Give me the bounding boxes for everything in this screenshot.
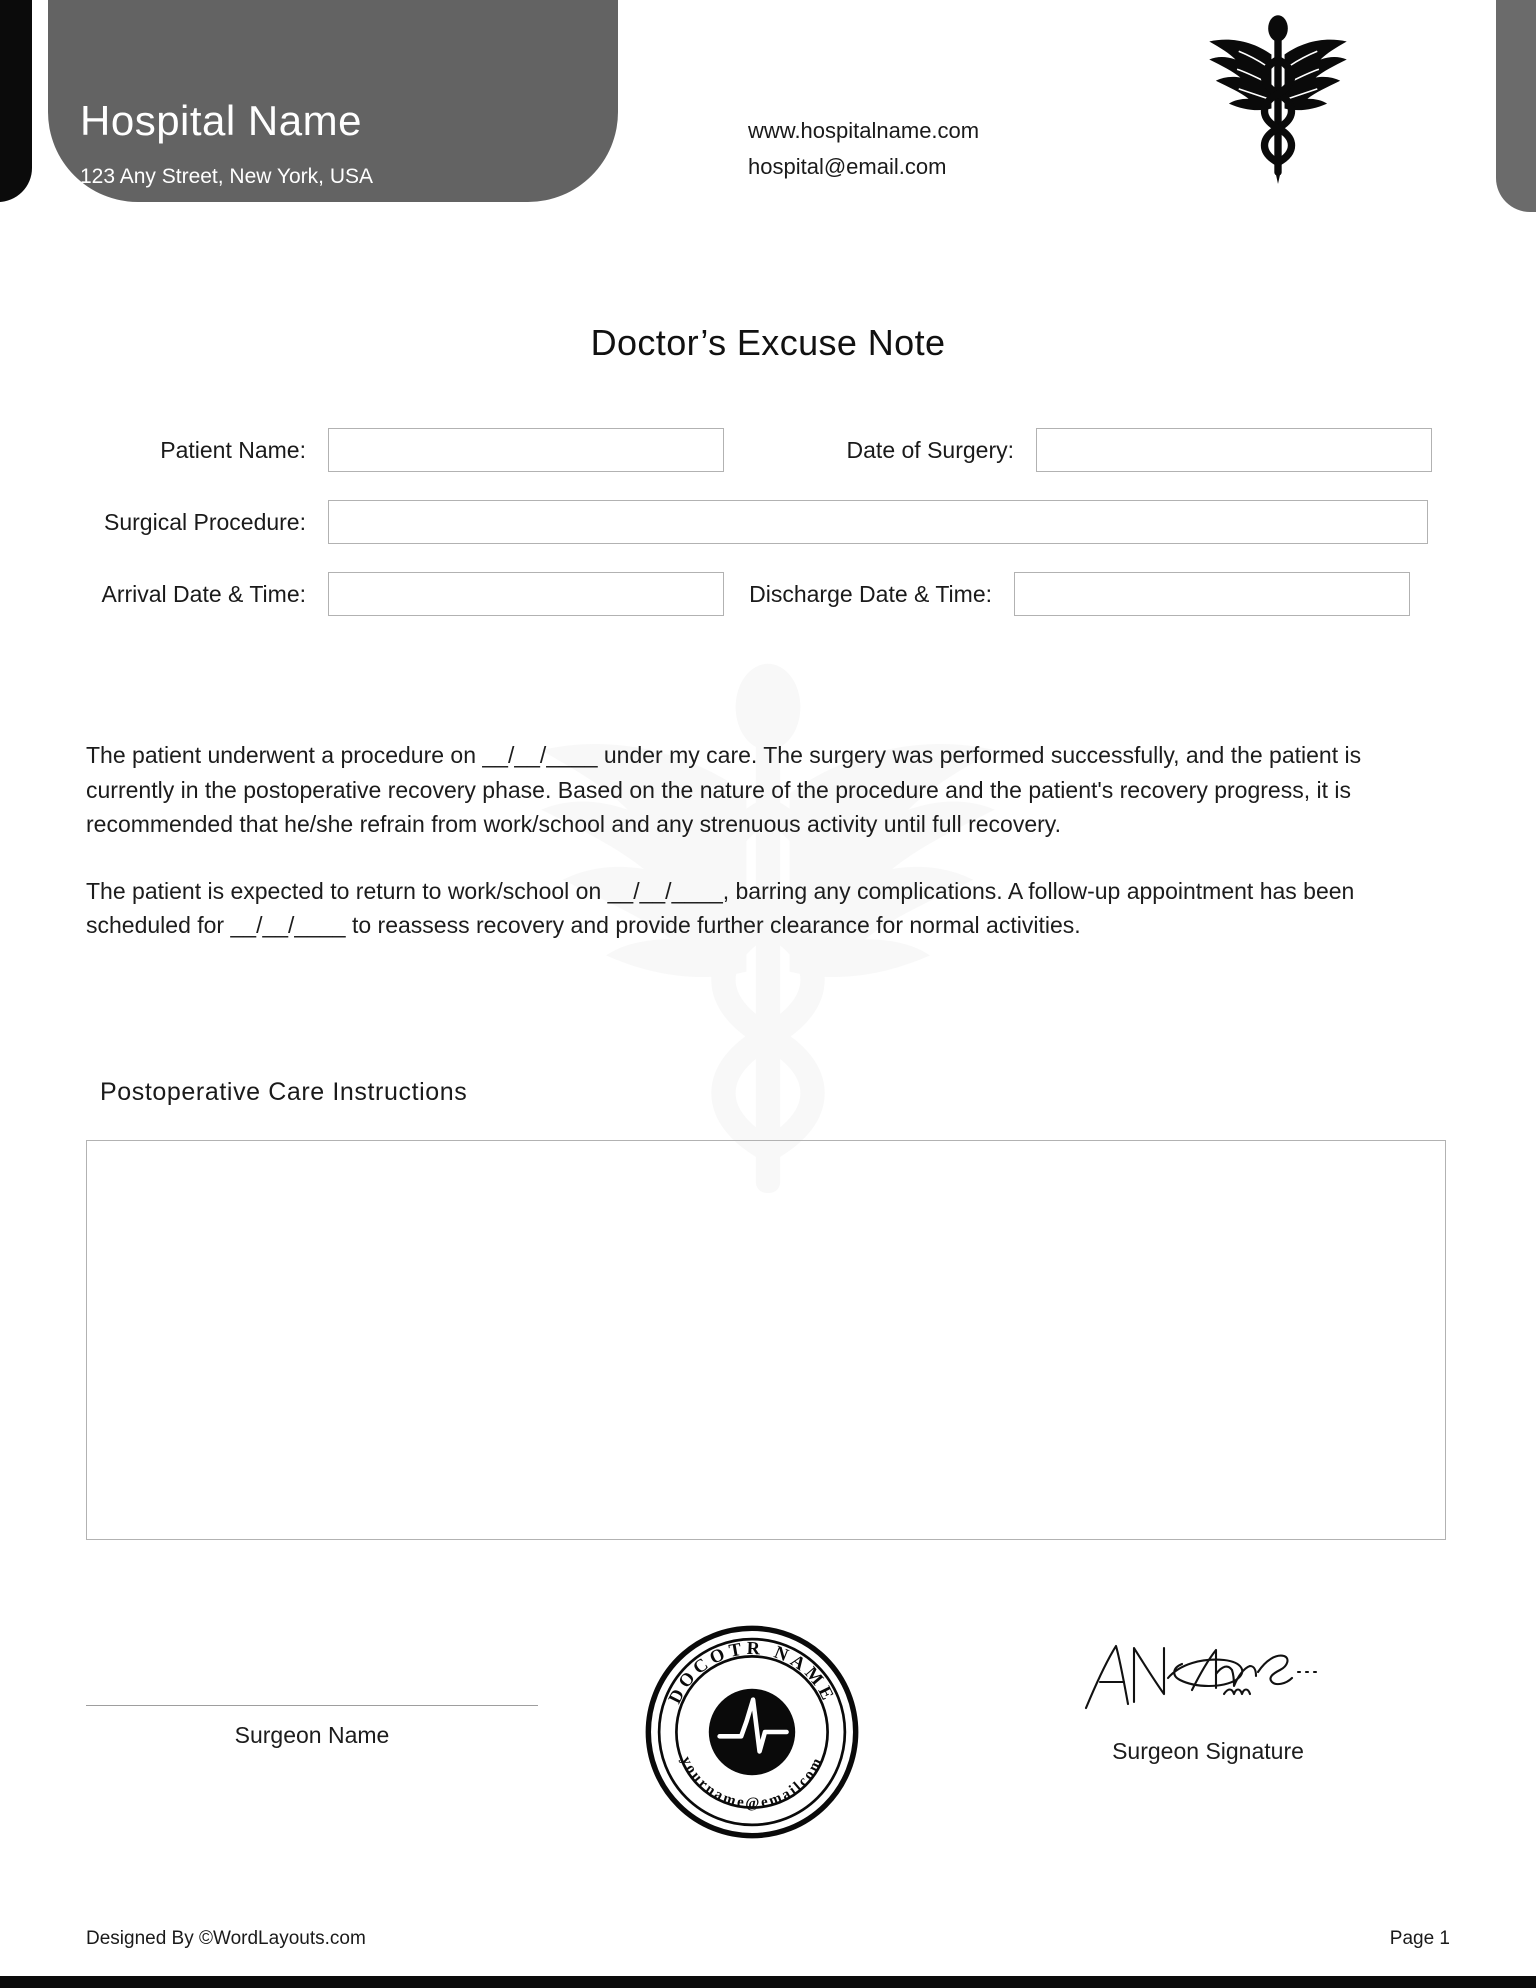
svg-text:DOCOTR NAME: DOCOTR NAME (664, 1637, 840, 1707)
handwritten-signature-icon (1076, 1630, 1336, 1720)
date-of-surgery-label: Date of Surgery: (846, 436, 1014, 463)
patient-form (88, 428, 1448, 644)
arrival-datetime-label: Arrival Date & Time: (101, 580, 306, 607)
hospital-contact-block (748, 113, 979, 184)
surgical-procedure-label: Surgical Procedure: (104, 508, 306, 535)
patient-name-label: Patient Name: (160, 436, 306, 463)
form-row-patient (88, 428, 1448, 472)
footer-accent-bar (0, 1976, 1536, 1988)
hospital-name: Hospital Name (80, 97, 362, 144)
doctor-stamp-seal (644, 1624, 860, 1840)
patient-name-input[interactable] (328, 428, 724, 472)
postoperative-instructions-heading: Postoperative Care Instructions (100, 1078, 468, 1106)
top-left-accent-bar (0, 0, 32, 202)
hospital-email: hospital@email.com (748, 153, 947, 179)
arrival-datetime-input[interactable] (328, 572, 724, 616)
surgical-procedure-input[interactable] (328, 500, 1428, 544)
surgeon-name-label: Surgeon Name (234, 1722, 390, 1748)
top-right-accent-bar (1496, 0, 1536, 212)
postoperative-instructions-textarea[interactable] (86, 1140, 1446, 1540)
form-row-arrival-discharge (88, 572, 1448, 616)
discharge-datetime-input[interactable] (1014, 572, 1410, 616)
hospital-phone: 123-786-XXXX (80, 199, 221, 223)
hospital-website: www.hospitalname.com (748, 118, 980, 143)
body-paragraph-1: The patient underwent a procedure on __/__/____ under my care. The surgery was performed successfully, and the patient is currently in the postoperative recovery phase. Based on the nature of the procedure and the patient's recovery progress, it is recommended that he/she refrain from work/school and any strenuous activity until full recovery. (86, 742, 1362, 837)
note-body (86, 738, 1444, 975)
caduceus-icon (1188, 12, 1368, 192)
page-title: Doctor’s Excuse Note (590, 322, 946, 363)
footer-page-number: Page 1 (1389, 1928, 1450, 1949)
surgeon-signature-label: Surgeon Signature (1112, 1738, 1304, 1764)
hospital-header-text (80, 98, 373, 229)
form-row-procedure (88, 500, 1448, 544)
body-paragraph-2: The patient is expected to return to work/school on __/__/____, barring any complications. A follow-up appointment has been scheduled for __/__/____ to reassess recovery and provide further clearance for normal activities. (86, 877, 1355, 938)
svg-text:yourname@emailcom: yourname@emailcom (677, 1753, 827, 1812)
footer-designed-by: Designed By ©WordLayouts.com (86, 1928, 366, 1949)
hospital-address: 123 Any Street, New York, USA (80, 165, 373, 189)
surgeon-name-line (86, 1705, 538, 1706)
date-of-surgery-input[interactable] (1036, 428, 1432, 472)
discharge-datetime-label: Discharge Date & Time: (749, 580, 992, 607)
